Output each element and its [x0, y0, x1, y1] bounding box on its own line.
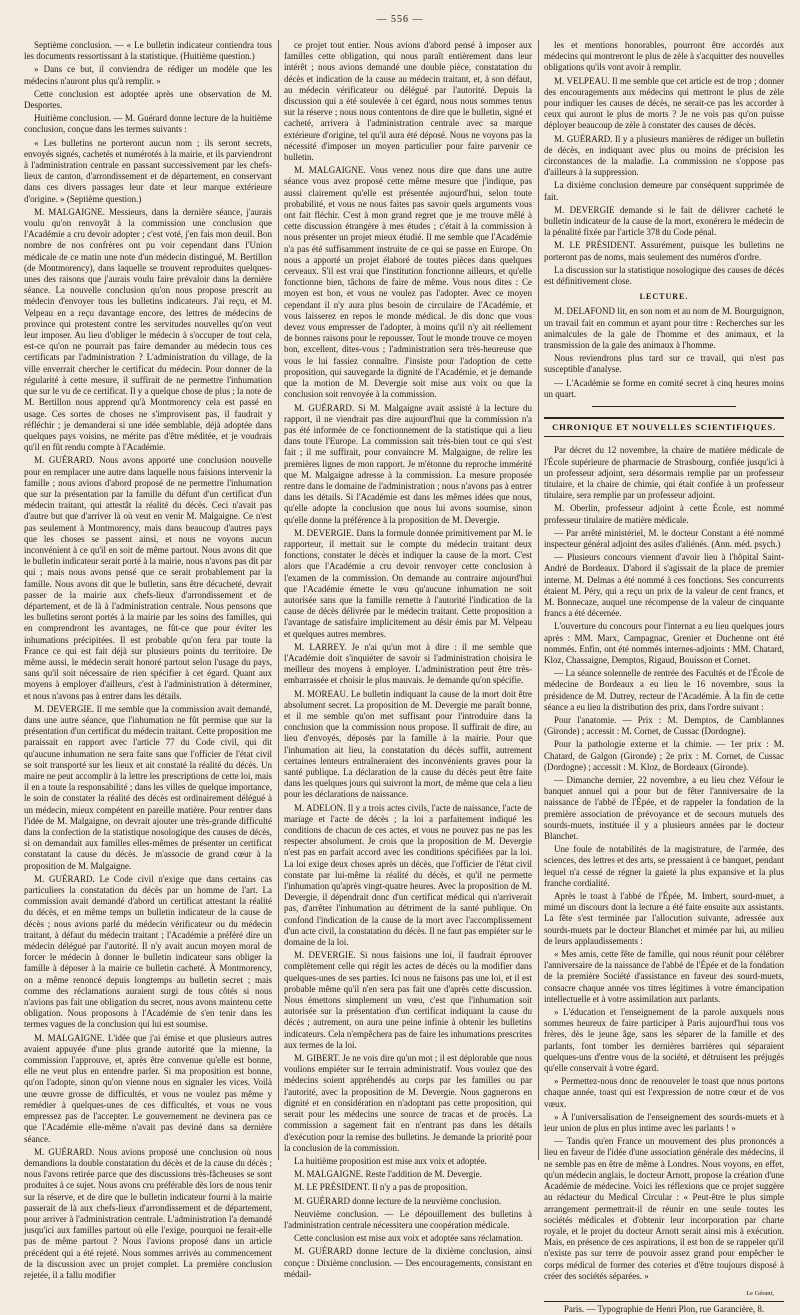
paragraph: M. GIBERT. Je ne vois dire qu'un mot ; il est déplorable que nous voulions empiéter sur le terrain administratif. Vous voulez que des médecins soient appréhendés au corps par les familles ou par l'autorité, avec la proposition de M. Devergie. Nous gagnerons en dignité et en considération en n'adoptant pas cette proposition, qui serait pour les médecins une source de tracas et de procès. La commission a sagement fait en n'entrant pas dans les détails d'exécution pour la remise des bulletins. Je demande la priorité pour la conclusion de la commission.	[284, 1053, 532, 1153]
paragraph: M. GUÉRARD. Il y a plusieurs manières de rédiger un bulletin de décès, en indiquant avec plus ou moins de précision les circonstances de la maladie. La commission ne s'oppose pas d'ailleurs à la suppression.	[544, 133, 784, 178]
paragraph: La huitième proposition est mise aux voix et adoptée.	[294, 1155, 487, 1166]
chronicle-section	[544, 445, 784, 1282]
paragraph: M. GUÉRARD. Le Code civil n'exige que dans certains cas particuliers la constatation du décès par un homme de l'art. La commission avait demandé d'abord un certificat attestant la réalité du décès, et en même temps un bulletin indicateur de la cause de décès ; nous avions parlé du médecin vérificateur ou du médecin traitant, à défaut du médecin traitant ; l'Académie a préféré dire un médecin délégué par l'autorité. Il n'y avait aucun moyen moral de forcer le médecin à donner le bulletin indicateur sans obliger la famille à déposer à la mairie ce bulletin cacheté. À Montmorency, on a même renoncé depuis longtemps au bulletin secret ; mais comme des réclamations auraient surgi de tous côtés si nous n'avions pas fait une obligation du secret, nous avons maintenu cette obligation. Nous proposons à l'Académie de s'en tenir dans les termes vagues de la conclusion qui lui est soumise.	[24, 873, 272, 1030]
lecture-subheading: LECTURE.	[639, 292, 689, 302]
paragraph: M. LARREY. Je n'ai qu'un mot à dire : il me semble que l'Académie doit s'inquiéter de savoir si l'administration choisira le meilleur des moyens à employer. L'administration peut être très-embarrassée et choisir le plus mauvais. Je demande qu'on spécifie.	[284, 641, 532, 686]
paragraph: ce projet tout entier. Nous avions d'abord pensé à imposer aux familles cette obligation, qui nous paraît entièrement dans leur intérêt ; nous avions demandé une double pièce, constatation du décès et indication de la cause au médecin traitant, et, à son défaut, au médecin vérificateur ou délégué par l'autorité. Depuis la discussion qui a été soulevée à cet égard, nous nous sommes tenus sur la réserve ; nous nous contentons de dire que le bulletin, signé et cacheté, arrivera à l'administration centrale avec sa marque extérieure d'origine, tel qu'il aura été déposé. Nous ne voyons pas la nécessité d'imposer un moyen particulier pour faire parvenir ce bulletin.	[284, 40, 532, 163]
paragraph: « Mes amis, cette fête de famille, qui nous réunit pour célébrer l'anniversaire de la naissance de l'abbé de l'Épée et de la fondation de la première Société d'assistance en faveur des sourd-muets, consacre chaque année vos titres légitimes à votre émancipation intellectuelle et à votre assimilation aux parlants.	[544, 949, 784, 1004]
paragraph: Une foule de notabilités de la magistrature, de l'armée, des sciences, des lettres et des arts, se pressaient à ce banquet, pendant lequel n'a cessé de régner la gaieté la plus expansive et la plus franche cordialité.	[544, 844, 784, 888]
paragraph: — Tandis qu'en France un mouvement des plus prononcés a lieu en faveur de l'idée d'une association générale des médecins, il ne semble pas en être de même à Londres. Nous voyons, en effet, qu'un médecin anglais, le docteur Arnott, propose la création d'une Académie de médecine. Voici les réflexions que ce projet suggère au rédacteur du Medical Circular : « Peut-être le plus simple arrangement permettrait-il de réunir en une seule toutes les sociétés médicales et d'obtenir leur incorporation par charte royale, et le projet du docteur Arnott serait ainsi mis à exécution. Mais, en présence de ces aspirations, il est bon de se rappeler qu'il n'existe pas sur terre de pouvoir assez grand pour empêcher le corps médical de former des coteries et d'être toujours disposé à créer des sociétés séparées. »	[544, 1136, 784, 1281]
paragraph: Neuvième conclusion. — Le dépouillement des bulletins à l'administration centrale nécessitera une coopération médicale.	[284, 1208, 532, 1230]
paragraph: Cette conclusion est adoptée après une observation de M. Desportes.	[24, 88, 272, 111]
paragraph: M. DELAFOND lit, en son nom et au nom de M. Bourguignon, un travail fait en commun et ayant pour titre : Recherches sur les animalcules de la gale de l'homme et des animaux, et la transmission de la gale des animaux à l'homme.	[544, 306, 784, 351]
paragraph: M. GUÉRARD. Nous avions proposé une conclusion où nous demandions la double constatation du décès et de la cause du décès ; nous l'avons retirée parce que des discussions très-fâcheuses se sont produites à ce sujet. Nous avons cru préférable dès lors de nous tenir sur la réserve, et de dire que le bulletin indicateur fourni à la mairie passerait de là aux chefs-lieux d'arrondissement et de département, pour arriver à l'administration centrale. L'administration l'a demandé jusqu'ici aux familles partout où elle l'exige, pourquoi ne ferait-elle pas de même partout ? Nous l'avions proposé dans un article précédent qui a été rejeté. Nous sommes arrivés au commencement de la discussion avec un projet complet. La première conclusion rejetée, il a fallu modifier	[24, 1146, 272, 1280]
paragraph: M. ADELON. Il y a trois actes civils, l'acte de naissance, l'acte de mariage et l'acte de décès ; la loi a parfaitement indiqué les conditions de chacun de ces actes, et vous ne pouvez pas ne pas les respecter absolument. Je crois que la proposition de M. Devergie n'est pas en parfait accord avec les conditions spécifiées par la loi. La loi exige deux choses après un décès, que l'officier de l'état civil constate par lui-même la réalité du décès, et qu'il ne permette l'inhumation qu'après vingt-quatre heures. Avec la proposition de M. Devergie, il dépendrait donc d'un certificat médical qui n'arriverait pas, d'arrêter l'inhumation au détriment de la santé publique. On confond l'indication de la cause de la mort avec l'accomplissement d'un acte civil, la constatation du décès. Il ne faut pas empiéter sur le domaine de la loi.	[284, 802, 532, 948]
paragraph: M. GUÉRARD donne lecture de la dixième conclusion, ainsi conçue : Dixième conclusion. — Des encouragements, consistant en médail-	[284, 1246, 532, 1279]
paragraph: M. DEVERGIE demande si le fait de délivrer cacheté le bulletin indicateur de la cause de la mort, exonérera le médecin de la pénalité fixée par l'article 378 du Code pénal.	[544, 204, 784, 238]
paragraph: Après le toast à l'abbé de l'Épée, M. Imbert, sourd-muet, a mimé un discours dont la lecture a été faite ensuite aux assistants. La fête s'est terminée par l'allocution suivante, adressée aux sourds-muets par le docteur Blanchet et mimée par lui, au milieu de leurs applaudissements :	[544, 891, 784, 946]
lecture-section	[544, 306, 784, 400]
paragraph: — La séance solennelle de rentrée des Facultés et de l'École de médecine de Bordeaux a eu lieu le 16 novembre, sous la présidence de M. Dutrey, recteur de l'Académie. À la fin de cette séance a eu lieu la distribution des prix, dans l'ordre suivant :	[544, 668, 784, 712]
paragraph: M. DEVERGIE. Dans la formule donnée primitivement par M. le rapporteur, il mettait sur le compte du médecin traitant deux fonctions, constater le décès et indiquer la cause de la mort. C'est alors que l'Académie a cru devoir renvoyer cette conclusion à l'examen de la commission. On demande au contraire aujourd'hui que l'Académie émette le vœu qu'aucune inhumation ne soit autorisée sans que la famille remette à l'autorité l'indication de la cause de décès délivrée par le médecin traitant. Cette proposition a l'avantage de satisfaire implicitement au désir émis par M. Velpeau et quelques autres membres.	[284, 527, 532, 639]
paragraph: Par décret du 12 novembre, la chaire de matière médicale de l'École supérieure de pharmacie de Strasbourg, confiée jusqu'ici à un professeur adjoint, sera désormais remplie par un professeur titulaire, et la chaire de chimie, qui était confiée à un professeur titulaire, sera remplie par un professeur adjoint.	[544, 445, 784, 501]
paragraph: M. MALGAIGNE. Messieurs, dans la dernière séance, j'aurais voulu qu'on renvoyât à la commission une conclusion que l'Académie a cru devoir adopter ; c'est voté, j'en fais mon deuil. Bon nombre de nos confrères ont pu voir cependant dans l'Union médicale de ce matin une note d'un médecin distingué, M. Bertillon (de Montmorency), dans laquelle se trouvent reproduites quelques-unes des raisons que j'aurais voulu faire prévaloir dans la dernière séance. La nouvelle conclusion qu'on nous propose prescrit au médecin d'envoyer tous les bulletins indicateurs. J'ai reçu, et M. Velpeau en a reçu davantage encore, des lettres de médecins de province qui protestent contre les servitudes nouvelles qu'on veut leur imposer. Au lieu d'obliger le médecin à s'occuper de tout cela, est-ce qu'on ne pourrait pas faire demander au médecin tous ces certificats par l'administration ? L'administration du village, de la ville enverrait chercher le certificat du médecin. Pour donner de la régularité à cette mesure, il suffirait de ne permettre l'inhumation que sur le vu de ce certificat. Il y a quelque chose de plus ; la note de M. Bertillon nous apprend qu'à Montmorency cela est passé en usage. Ces sortes de choses ne s'improvisent pas, il faudrait y réfléchir ; je demanderai si une idée semblable, déjà adoptée dans quelques pays voisins, ne mérite pas d'être méditée, et je voudrais qu'il en fût rendu compte à l'Académie.	[24, 206, 272, 453]
paragraph: M. MALGAIGNE. L'idée que j'ai émise et que plusieurs autres avaient appuyée d'une plus grande autorité que la mienne, la commission l'approuve, et, après être convenue qu'elle est bonne, elle ne veut plus en entendre parler. Si ma proposition est bonne, qu'on l'adopte, sinon qu'on vienne nous en signaler les vices. Voilà une œuvre grosse de difficultés, et vous ne voulez pas même y remédier à quelques-unes de ces difficultés, et vous ne vous empressez pas de l'accepter. Le gouvernement ne devinera pas ce que l'Académie elle-même n'avait pas deviné dans sa dernière séance.	[24, 1032, 272, 1144]
paragraph: — Dimanche dernier, 22 novembre, a eu lieu chez Véfour le banquet annuel qui a pour but de fêter l'anniversaire de la naissance de l'abbé de l'Épée, et de rappeler la fondation de la première association de prévoyance et de secours mutuels des sourds-muets, instituée il y a plusieurs années par le docteur Blanchet.	[544, 774, 784, 841]
paragraph: Pour l'anatomie. — Prix : M. Demptos, de Camblannes (Gironde) ; accessit : M. Cornet, de Cussac (Dordogne).	[544, 714, 784, 737]
column-1	[24, 40, 272, 1280]
paragraph: Nous reviendrons plus tard sur ce travail, qui n'est pas susceptible d'analyse.	[544, 353, 784, 375]
academy-minutes-end	[544, 40, 784, 287]
paragraph: « Les bulletins ne porteront aucun nom ; ils seront secrets, envoyés signés, cachetés et numérotés à la mairie, et ils parviendront à l'administration centrale en passant successivement par les chefs-lieux de canton, d'arrondissement et de département, en conservant dans ces divers passages leur date et leur marque extérieure d'origine. » (Septième question.)	[24, 137, 272, 204]
paragraph: M. MALGAIGNE. Vous venez nous dire que dans une autre séance vous avez proposé cette même mesure que j'indique, pas aussi clairement qu'elle est présentée aujourd'hui, selon toute probabilité, et vous ne nous faites pas savoir quels arguments vous ont fait fléchir. C'est à mon grand regret que je me trouve mêlé à cette discussion étrangère à mes études ; c'était à la commission à nous présenter un projet mieux étudié. Il me semble que l'Académie n'a pas été suffisamment instruite de ce qui se passe en Europe. On nous a apporté un projet élaboré de toutes pièces dans quelques cerveaux. S'il est vrai que l'institution fonctionne ailleurs, et qu'elle fonctionne bien, tâchons de faire de même. Vous nous dites : Ce moyen est bon, et vous ne voulez pas l'adopter. Avec ce moyen cependant il n'y aura plus besoin de circulaire de l'Académie, et vous laisserez en repos le monde médical. Je dis donc que vous devez vous empresser de l'adopter, à moins qu'il n'y ait réellement de bonnes raisons pour le repousser. Tout le monde trouve ce moyen bon, excellent, dites-vous ; l'administration sera très-heureuse que vous le lui fassiez connaître. J'insiste pour l'adoption de cette proposition, qui sauvegarde la dignité de l'Académie, et je demande que la motion de M. Devergie soit mise aux voix ou que la conclusion soit renvoyée à la commission.	[284, 165, 532, 400]
section-divider	[592, 406, 736, 407]
paragraph: L'ouverture du concours pour l'internat a eu lieu quelques jours après : MM. Marx, Campagnac, Grenier et Duchenne ont été nommés. Enfin, ont été nommés internes-adjoints : MM. Chatard, Kloz, Chassaigne, Demptos, Rigaud, Bouisson et Cornet.	[544, 621, 784, 665]
paragraph: M. VELPEAU. Il me semble que cet article est de trop ; donner des encouragements aux médecins qui mettront le plus de zèle pour indiquer les causes de décès, ne serait-ce pas les accorder à ceux qui auront le plus de morts ? Je ne vois pas qu'on puisse déployer beaucoup de zèle à constater des causes de décès.	[544, 75, 784, 131]
paragraph: Septième conclusion. — « Le bulletin indicateur contiendra tous les documents ressortissant à la statistique. (Huitième question.)	[24, 40, 272, 62]
paragraph: M. DEVERGIE. Si nous faisions une loi, il faudrait éprouver complètement celle qui régit les actes de décès ou la modifier dans quelques-unes de ses parties. Ici nous ne faisons pas une loi, et il est probable même qu'il n'en sera pas fait une d'après cette discussion. Nous émettons simplement un vœu, c'est que l'inhumation soit autorisée sur la présentation d'un certificat indiquant la cause du décès ; autrement, on aura une peine infinie à obtenir les bulletins indicateurs. Cela n'empêchera pas de faire les inhumations prescrites aux termes de la loi.	[284, 950, 532, 1050]
paragraph: M. GUÉRARD donne lecture de la neuvième conclusion.	[294, 1195, 502, 1206]
paragraph: Pour la pathologie externe et la chimie. — 1er prix : M. Chatard, de Galgon (Gironde) ; 2e prix : M. Cornet, de Cussac (Dordogne) ; accessit : M. Kloz, de Bordeaux (Gironde).	[544, 739, 784, 772]
paragraph: » Permettez-nous donc de renouveler le toast que nous portons chaque année, toast qui est l'expression de notre cœur et de vos vœux.	[544, 1076, 784, 1109]
column-divider	[278, 40, 279, 1160]
paragraph: — L'Académie se forme en comité secret à cinq heures moins un quart.	[544, 377, 784, 399]
chronicle-heading: CHRONIQUE ET NOUVELLES SCIENTIFIQUES.	[544, 417, 784, 437]
column-divider	[538, 40, 539, 1160]
paragraph: M. MALGAIGNE. Reste l'addition de M. Devergie.	[294, 1169, 482, 1180]
column-3	[544, 40, 784, 1315]
paragraph: M. LE PRÉSIDENT. Assurément, puisque les bulletins ne porteront pas de noms, mais seulement des numéros d'ordre.	[544, 240, 784, 262]
paragraph: Huitième conclusion. — M. Guérard donne lecture de la huitième conclusion, conçue dans les termes suivants :	[24, 113, 272, 135]
paragraph: les et mentions honorables, pourront être accordés aux médecins qui montreront le plus de zèle à s'acquitter des nouvelles obligations qu'ils vont avoir à remplir.	[544, 40, 784, 73]
printer-imprint: Paris. — Typographie de Henri Plon, rue Garancière, 8.	[544, 1301, 784, 1315]
paragraph: M. MOREAU. Le bulletin indiquant la cause de la mort doit être absolument secret. La proposition de M. Devergie me paraît bonne, et il me semble qu'on met suffisant pour l'introduire dans la conclusion que la commission nous propose. Il suffirait de dire, au lieu d'envoyés, déposés par la famille à la mairie. Pour que l'inhumation ait lieu, la constatation du décès suffit, autrement certaines lenteurs entraîneraient des inconvénients graves pour la santé publique. La déclaration de la cause du décès peut être faite dans les quelques jours qui suivront la mort, de même que cela a lieu pour les déclarations de naissance.	[284, 688, 532, 800]
paragraph: Cette conclusion est mise aux voix et adoptée sans réclamation.	[294, 1233, 523, 1244]
paragraph: M. DEVERGIE. Il me semble que la commission avait demandé, dans une autre séance, que l'inhumation ne fût permise que sur la présentation d'un certificat du médecin traitant. Cette proposition me paraissait en rapport avec l'article 77 du Code civil, qui dit qu'aucune inhumation ne sera faite sans que l'officier de l'état civil se soit transporté sur les lieux et ait constaté la réalité du décès. Un maire ne peut accomplir à la lettre les prescriptions de cette loi, mais il en a toute la responsabilité ; dans les villes de quelque importance, le soin de constater la réalité des décès est ordinairement délégué à un médecin, mieux compétent en pareille matière. Pour rentrer dans l'idée de M. Malgaigne, on devrait ajouter une très-grande difficulté dans la confection de la statistique nosologique des causes de décès, si on demandait aux familles elles-mêmes de présenter un certificat constatant la cause du décès. Je m'associe de grand cœur à la proposition de M. Malgaigne.	[24, 703, 272, 871]
paragraph: — Plusieurs concours viennent d'avoir lieu à l'hôpital Saint-André de Bordeaux. D'abord il s'agissait de la place de premier interne. M. Delmas a été nommé à ces fonctions. Ses concurrents étaient M. Péry, qui a reçu un prix de la valeur de cent francs, et M. Bonnecaze, auquel une récompense de la valeur de cinquante francs a été décernée.	[544, 552, 784, 619]
paragraph: » Dans ce but, il conviendra de rédiger un modèle que les médecins n'auront plus qu'à remplir. »	[24, 64, 272, 86]
imprint-label: Le Gérant,	[746, 1289, 774, 1297]
paragraph: — Par arrêté ministériel, M. le docteur Constant a été nommé inspecteur général adjoint des asiles d'aliénés. (Ann. méd. psych.)	[544, 527, 784, 549]
paragraph: M. GUÉRARD. Si M. Malgaigne avait assisté à la lecture du rapport, il ne viendrait pas dire aujourd'hui que la commission n'a pas été informée de ce fonctionnement de la statistique qui a lieu dans toute l'Europe. La commission sait très-bien tout ce qui s'est fait ; il me suffirait, pour convaincre M. Malgaigne, de relire les premières lignes de mon rapport. Je m'étonne du reproche immérité que M. Malgaigne adresse à la commission. La mesure proposée rentre dans le domaine de l'administration ; nous n'avons pas à entrer dans les détails. Si l'Académie est dans les mêmes idées que nous, qu'elle adopte la conclusion que nous lui avons soumise, sinon qu'elle donne la préférence à la proposition de M. Devergie.	[284, 402, 532, 525]
paragraph: La dixième conclusion demeure par conséquent supprimée de fait.	[544, 180, 784, 202]
paragraph: » L'éducation et l'enseignement de la parole auxquels nous sommes heureux de faire participer à Paris aujourd'hui tous vos frères, dès le jeune âge, sans les séparer de la famille et des parlants, font tomber les dernières barrières qui séparaient quelques-uns d'entre vous de la société, et détruisent les préjugés qu'elle conservait à votre égard.	[544, 1007, 784, 1074]
page-number: — 556 —	[376, 14, 424, 25]
paragraph: » À l'universalisation de l'enseignement des sourds-muets et à leur union de plus en plus intime avec les parlants ! »	[544, 1111, 784, 1134]
column-2	[284, 40, 532, 1279]
paragraph: M. GUÉRARD. Nous avons apporté une conclusion nouvelle pour en remplacer une autre dans laquelle nous faisions intervenir la famille ; nous avions d'abord proposé de ne permettre l'inhumation que sur la présentation par la famille du défunt d'un certificat d'un médecin traitant, qui attestât la réalité du décès. Ceci n'avait pas d'autre but que d'arriver là où veut en venir M. Malgaigne. Ce n'est pas seulement à Montmorency, mais dans beaucoup d'autres pays que les choses se passent ainsi, et nous ne voyons aucun inconvénient à ce qu'il en soit de même partout. Nous avons dit que le bulletin indicateur serait porté à la mairie, nous n'avons pas dit par qui ; mais nous avons pensé que ce serait probablement par la famille. Nous avons dit que le bulletin, sans être décacheté, devrait passer de la mairie aux chefs-lieux d'arrondissement et de département, et de là à l'administration centrale. Nous pensons que les bulletins seront portés à la mairie par les soins des familles, qui en comprendront les avantages, ne fût-ce que pour éviter les inhumations précipitées. Il est probable qu'on fera par toute la France ce qui est fait déjà sur plusieurs points du territoire. De même aussi, le médecin serait honoré partout selon l'usage du pays, sans qu'il soit nécessaire de rien spécifier à cet égard. Quant aux moyens à employer d'ailleurs, c'est à l'administration à déterminer, et nous n'avons pas à entrer dans les détails.	[24, 455, 272, 701]
paragraph: La discussion sur la statistique nosologique des causes de décès est définitivement close.	[544, 264, 784, 287]
paragraph: M. LE PRÉSIDENT. Il n'y a pas de proposition.	[294, 1182, 468, 1193]
paragraph: M. Oberlin, professeur adjoint à cette École, est nommé professeur titulaire de matière médicale.	[544, 503, 784, 525]
